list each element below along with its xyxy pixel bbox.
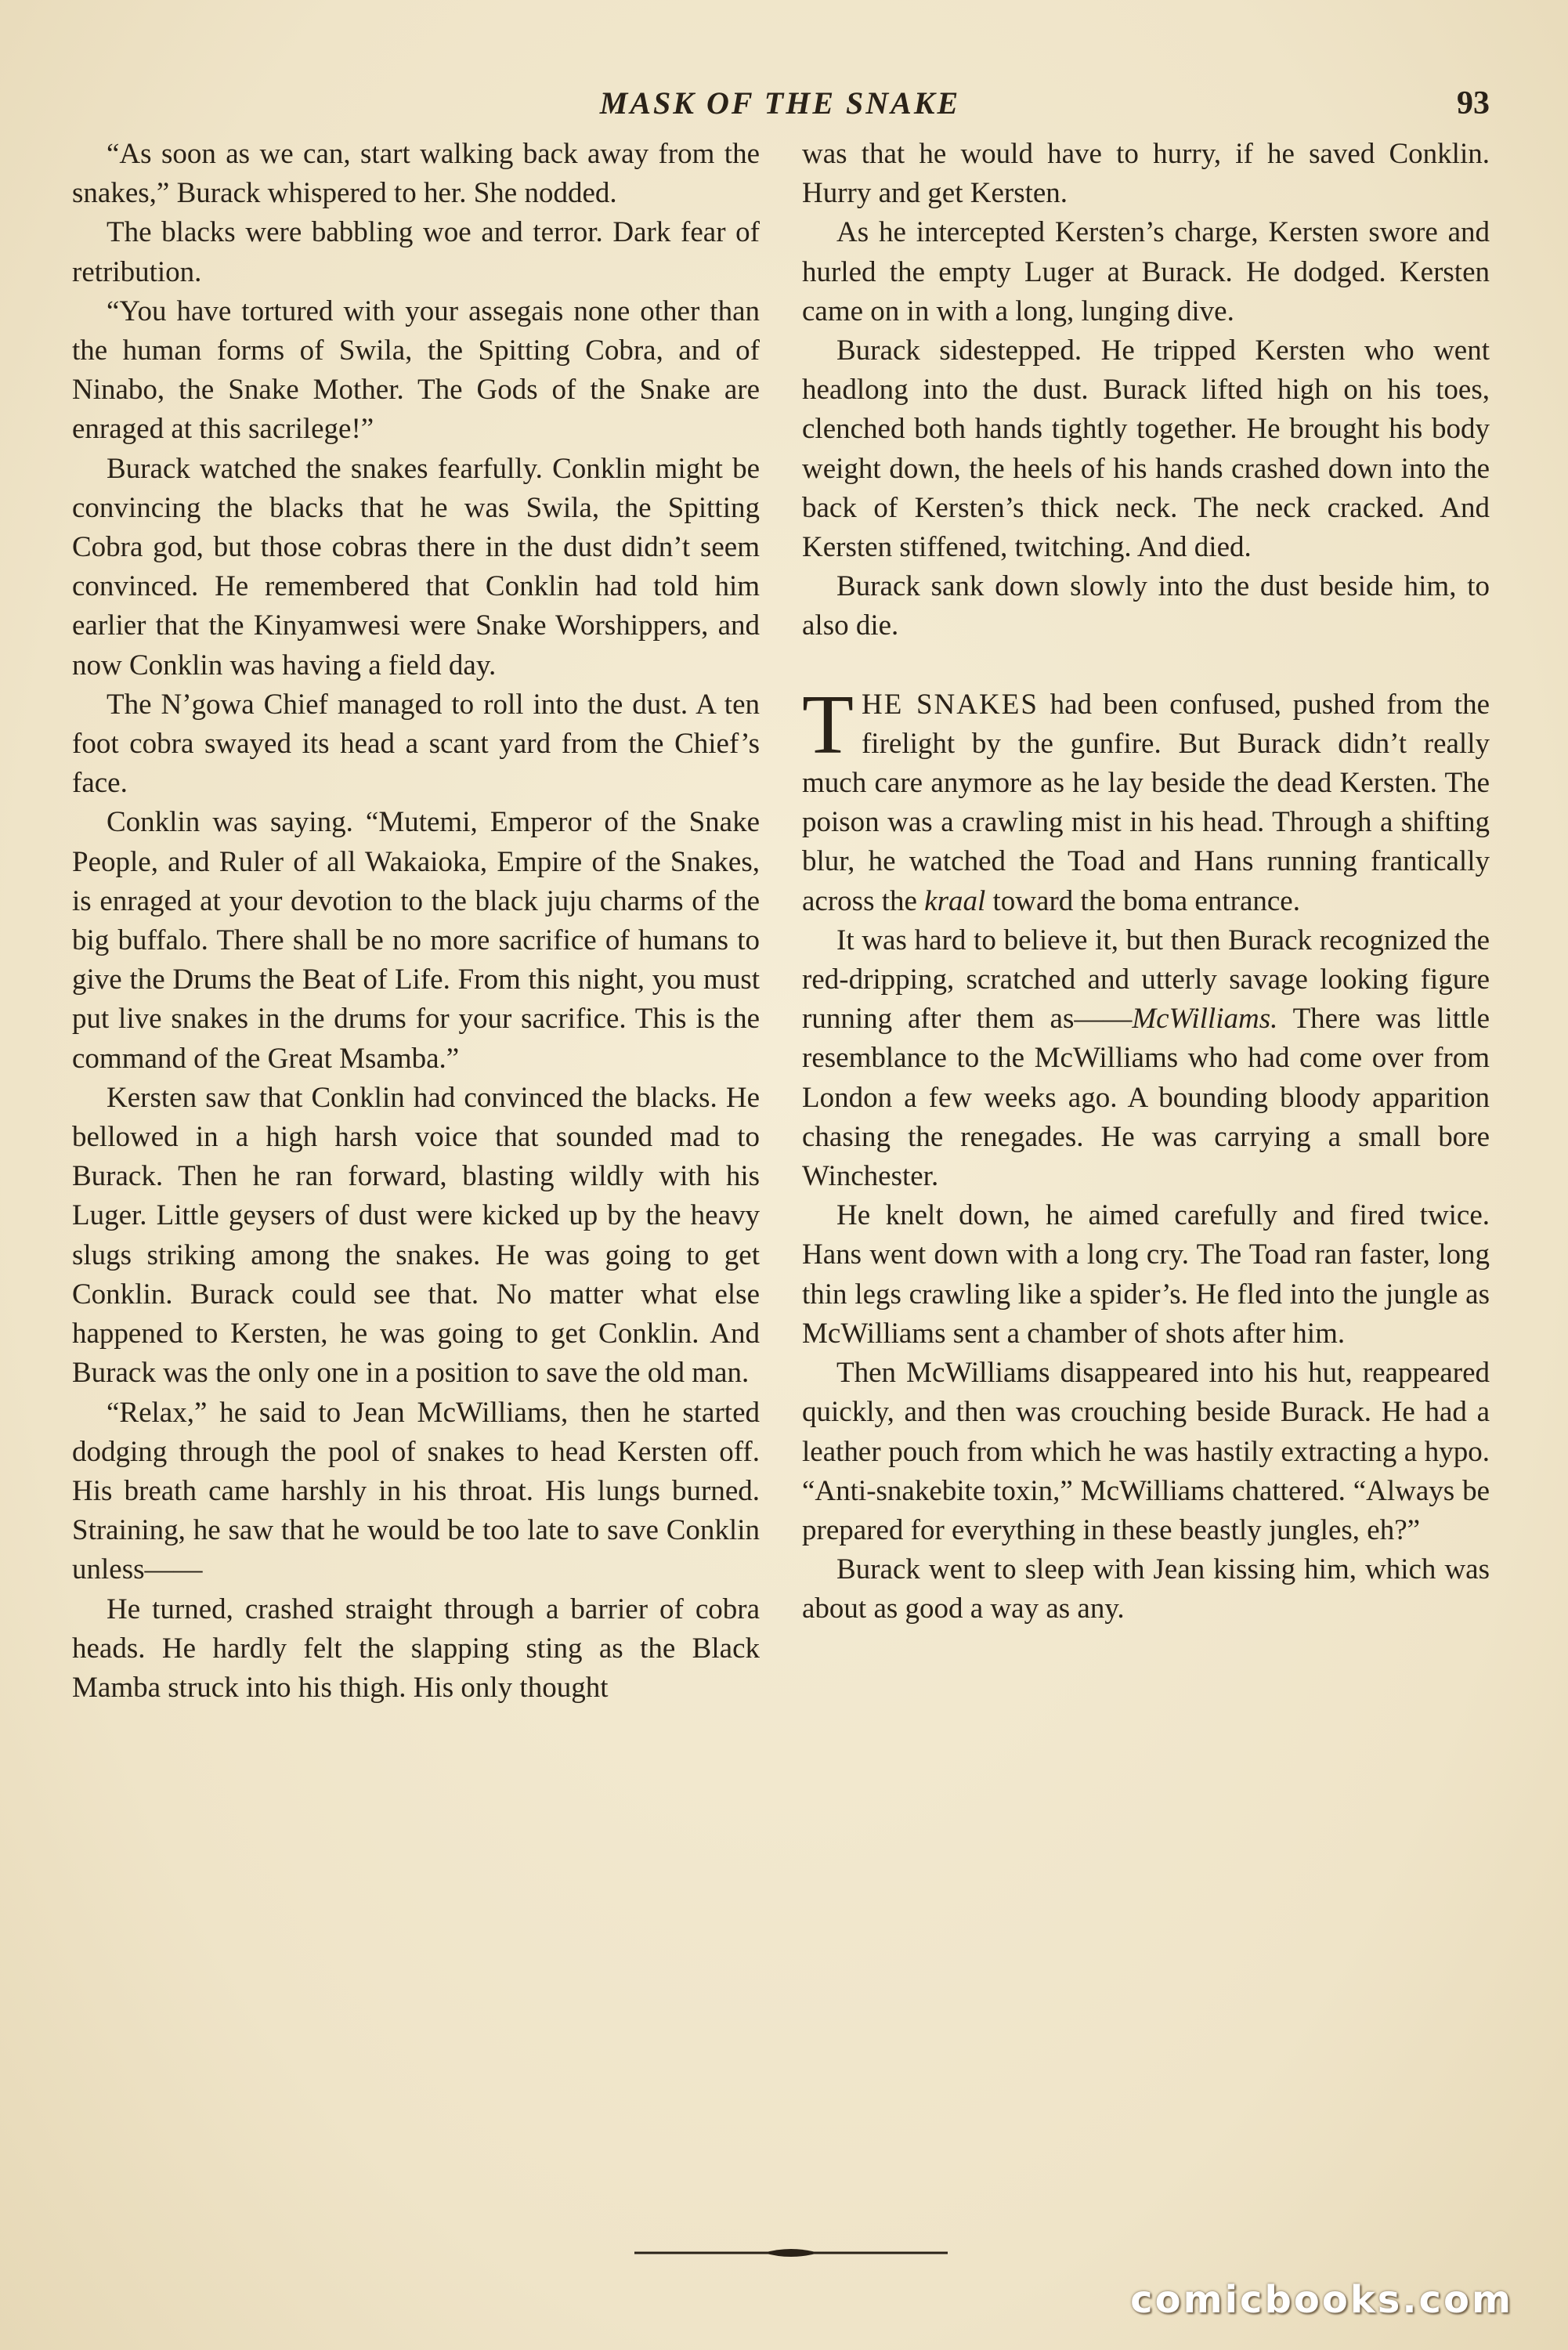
- paragraph: “As soon as we can, start walking back away from the snakes,” Burack whispered to her. She nodded.: [72, 138, 760, 210]
- paragraph: Burack watched the snakes fearfully. Conklin might be convincing the blacks that he was Swila, the Spitting Cobra god, but those cobras there in the dust didn’t seem convinced. He remembered that Conklin had told him earlier that the Kinyamwesi were Snake Worshippers, and now Conklin was having a field day.: [72, 452, 760, 682]
- end-ornament: [634, 2245, 948, 2261]
- paragraph: “You have tortured with your assegais none other than the human forms of Swila, the Spitting Cobra, and of Ninabo, the Snake Mother. The Gods of the Snake are enraged at this sacrilege!”: [72, 295, 760, 446]
- text: There was little resemblance to the McWilliams who had come over from London a few weeks ago. A bounding bloody apparition chasing the renegades. He was carrying a small bore Winchester.: [802, 1003, 1490, 1193]
- section-caps: HE SNAKES: [861, 688, 1039, 721]
- watermark-logo: comicbooks.com: [1130, 2278, 1513, 2322]
- paragraph: Burack sank down slowly into the dust beside him, to also die.: [802, 570, 1490, 642]
- italic-word: kraal: [924, 884, 986, 917]
- paragraph: The blacks were babbling woe and terror. Dark fear of retribution.: [72, 216, 760, 288]
- paragraph: As he intercepted Kersten’s charge, Kersten swore and hurled the empty Luger at Burack. He dodged. Kersten came on in with a long, lunging dive.: [802, 216, 1490, 327]
- running-head: MASK OF THE SNAKE: [599, 85, 961, 121]
- right-column: [802, 135, 1490, 1629]
- paragraph-continuation: was that he would have to hurry, if he saved Conklin. Hurry and get Kersten.: [802, 138, 1490, 210]
- page-header: [70, 85, 1490, 132]
- paragraph: He knelt down, he aimed carefully and fired twice. Hans went down with a long cry. The Toad ran faster, long thin legs crawling like a spider’s. He fled into the jungle as McWilliams sent a chamber of shots after him.: [802, 1199, 1490, 1350]
- left-column: [72, 135, 760, 1708]
- paragraph: Burack went to sleep with Jean kissing him, which was about as good a way as any.: [802, 1553, 1490, 1625]
- paragraph: [802, 921, 1490, 1196]
- italic-name: McWilliams.: [1132, 1003, 1278, 1036]
- paragraph: “Relax,” he said to Jean McWilliams, then he started dodging through the pool of snakes to head Kersten off. His breath came harshly in his throat. His lungs burned. Straining, he saw that he would be too late to save Conklin unless——: [72, 1396, 760, 1586]
- paragraph: He turned, crashed straight through a barrier of cobra heads. He hardly felt the slapping sting as the Black Mamba struck into his thigh. His only thought: [72, 1593, 760, 1704]
- paragraph: Burack sidestepped. He tripped Kersten who went headlong into the dust. Burack lifted high on his toes, clenched both hands tightly together. He brought his body weight down, the heels of his hands crashed down into the back of Kersten’s thick neck. The neck cracked. And Kersten stiffened, twitching. And died.: [802, 334, 1490, 564]
- paragraph: Kersten saw that Conklin had convinced the blacks. He bellowed in a high harsh voice that sounded mad to Burack. Then he ran forward, blasting wildly with his Luger. Little geysers of dust were kicked up by the heavy slugs striking among the snakes. He was going to get Conklin. Burack could see that. No matter what else happened to Kersten, he was going to get Conklin. And Burack was the only one in a position to save the old man.: [72, 1081, 760, 1390]
- section-text: had been confused, pushed from the firelight by the gunfire. But Burack didn’t really much care anymore as he lay beside the dead Kersten. The poison was a crawling mist in his head. Through a shifting blur, he watched the Toad and Hans running frantically across the: [802, 688, 1490, 917]
- section-text-end: toward the boma entrance.: [985, 884, 1300, 917]
- text: It was hard to believe it, but then Burack recognized the red-dripping, scratched and utterly savage looking figure running after them as——: [802, 924, 1490, 1036]
- paragraph: Then McWilliams disappeared into his hut, reappeared quickly, and then was crouching beside Burack. He had a leather pouch from which he was hastily extracting a hypo. “Anti-snakebite toxin,” McWilliams chattered. “Always be prepared for everything in these beastly jungles, eh?”: [802, 1357, 1490, 1546]
- page-number: 93: [1457, 85, 1490, 121]
- paragraph: Conklin was saying. “Mutemi, Emperor of the Snake People, and Ruler of all Wakaioka, Empire of the Snakes, is enraged at your devotion to the black juju charms of the big buffalo. There shall be no more sacrifice of humans to give the Drums the Beat of Life. From this night, you must put live snakes in the drums for your sacrifice. This is the command of the Great Msamba.”: [72, 806, 760, 1075]
- drop-cap: T: [802, 678, 854, 772]
- paragraph: The N’gowa Chief managed to roll into the dust. A ten foot cobra swayed its head a scant yard from the Chief’s face.: [72, 688, 760, 800]
- section-opening-paragraph: [802, 678, 1490, 921]
